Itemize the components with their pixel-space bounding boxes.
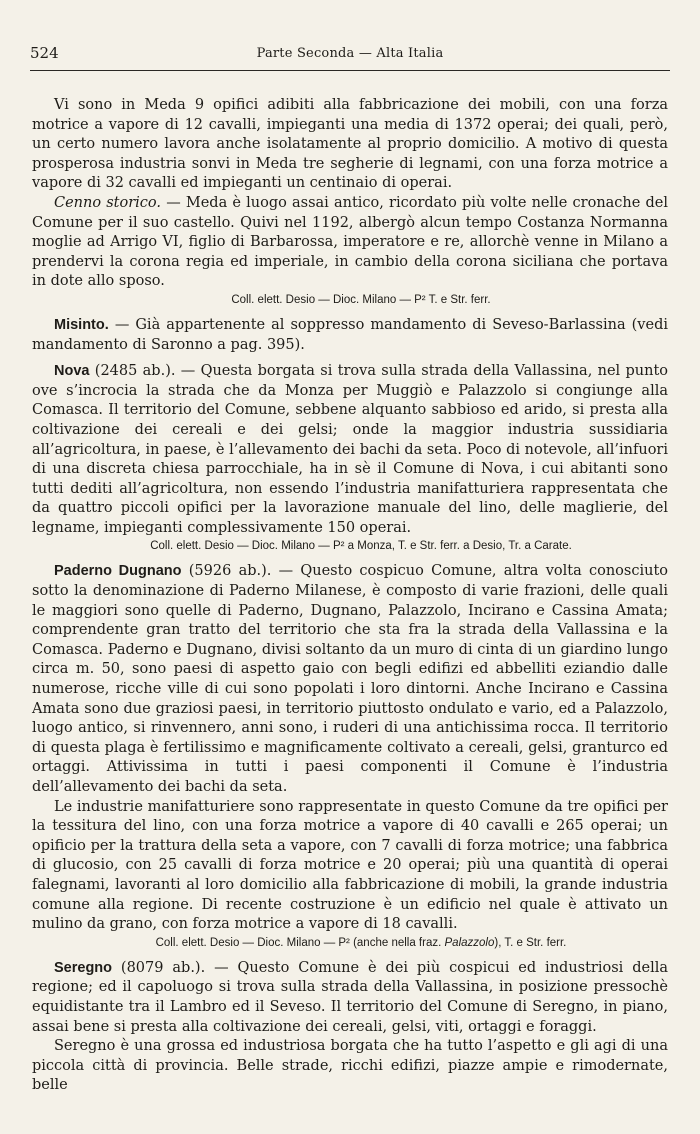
paderno-industry-paragraph: Le industrie manifatturiere sono rappresentate in questo Comune da tre opifici per la tessitura del lino, con una forza motrice a vapore di 40 cavalli e 265 operai; un opificio per la trattura della seta a vapore, con 7 cavalli di forza motrice; una fabbrica di glucosio, con 25 cavalli di forza motrice e 20 operai; più una quantità di operai falegnami, lavoranti al loro domicilio alla fabbricazione di mobili, la grande industria comune alla regione. Di recente costruzione è un edificio nel quale è attivato un mulino da grano, con forza motrice a vapore di 18 cavalli. xyxy=(32,798,668,933)
seregno-paragraph-2: Seregno è una grossa ed industriosa borgata che ha tutto l’aspetto e gli agi di una piccola città di provincia. Belle strade, ricchi edifizi, piazze ampie e rimodernate, belle xyxy=(32,1038,668,1094)
entry-misinto xyxy=(32,316,668,355)
page-number: 524 xyxy=(30,44,59,62)
place-name: Nova xyxy=(54,363,90,380)
footnote-part: Coll. elett. Desio — Dioc. Milano — P² (anche nella fraz. xyxy=(155,936,445,949)
meda-footnote: Coll. elett. Desio — Dioc. Milano — P² T. e Str. ferr. xyxy=(231,293,491,306)
meda-industry-paragraph: Vi sono in Meda 9 opifici adibiti alla fabbricazione dei mobili, con una forza motrice a vapore di 12 cavalli, impieganti una media di 1372 operai; dei quali, però, un certo numero lavora anche isolatamente al proprio domicilio. A motivo di questa prosperosa industria sonvi in Meda tre segherie di legnami, con una forza motrice a vapore di 32 cavalli ed impieganti un centinaio di operai. xyxy=(32,97,668,192)
page-body xyxy=(32,96,668,1096)
entry-seregno xyxy=(32,959,668,1037)
entry-text: (8079 ab.). — Questo Comune è dei più cospicui ed industriosi della regione; ed il capoluogo si trova sulla strada della Vallassina, in posizione pressochè equidistante tra il Lambro ed il Seveso. Il territorio del Comune di Seregno, in piano, assai bene si presta alla coltivazione dei cereali, gelsi, viti, ortaggi e foraggi. xyxy=(32,959,668,1035)
entry-text: (5926 ab.). — Questo cospicuo Comune, altra volta conosciuto sotto la denominazione di Paderno Milanese, è composto di varie frazioni, delle quali le maggiori sono quelle di Paderno, Dugnano, Palazzolo, Incirano e Cassina Amata; comprendente gran tratto del territorio che sta fra la strada della Vallassina e la Comasca. Paderno e Dugnano, divisi soltanto da un muro di cinta di un giardino lungo circa m. 50, sono paesi di aspetto gaio con begli edifizi ed abbelliti eziandio dalle numerose, ricche ville di cui sono popolati i loro dintorni. Anche Incirano e Cassina Amata sono due graziosi paesi, in territorio piuttosto ondulato e vario, ed a Palazzolo, luogo antico, si rinvennero, anni sono, i ruderi di una antichissima rocca. Il territorio di questa plaga è fertilissimo e magnificamente coltivato a cereali, gelsi, granturco ed ortaggi. Attivissima in tutti i paesi componenti il Comune è l’industria dell’allevamento dei bachi da seta. xyxy=(32,563,668,795)
header-rule xyxy=(30,70,670,71)
meda-history-paragraph xyxy=(32,194,668,292)
entry-nova xyxy=(32,362,668,538)
nova-footnote: Coll. elett. Desio — Dioc. Milano — P² a Monza, T. e Str. ferr. a Desio, Tr. a Carate. xyxy=(150,540,572,553)
entry-text: — Già appartenente al soppresso mandamento di Seveso-Barlassina (vedi mandamento di Saronno a pag. 395). xyxy=(32,316,668,353)
history-text: — Meda è luogo assai antico, ricordato più volte nelle cronache del Comune per il suo castello. Quivi nel 1192, albergò alcun tempo Costanza Normanna moglie ad Arrigo VI, figlio di Barbarossa, imperatore e re, allorchè venne in Milano a prendervi la corona regia ed imperiale, in cambio della corona siciliana che portava in dote allo sposo. xyxy=(32,194,669,290)
paderno-footnote xyxy=(32,935,668,952)
entry-paderno-dugnano xyxy=(32,562,668,797)
entry-text: (2485 ab.). — Questa borgata si trova sulla strada della Vallassina, nel punto ove s’incrocia la strada che da Monza per Muggiò e Palazzolo si congiunge alla Comasca. Il territorio del Comune, sebbene alquanto sabbioso ed arido, si presta alla coltivazione dei cereali e dei gelsi; onde la maggior industria sussidiaria all’agricoltura, in paese, è l’allevamento dei bachi da seta. Poco di notevole, all’infuori di una discreta chiesa parrocchiale, ha in sè il Comune di Nova, i cui abitanti sono tutti dediti all’agricoltura, non essendo l’industria manifatturiera rappresentata che da quattro piccoli opifici per la lavorazione manuale del lino, delle maglierie, del legname, impieganti complessivamente 150 operai. xyxy=(32,363,668,536)
history-label: Cenno storico. xyxy=(54,194,162,211)
place-name: Paderno Dugnano xyxy=(54,563,182,580)
running-title: Parte Seconda — Alta Italia xyxy=(256,46,444,61)
footnote-part: ), T. e Str. ferr. xyxy=(494,936,567,949)
place-name: Seregno xyxy=(54,959,113,976)
page-header xyxy=(30,44,670,66)
place-name: Misinto. xyxy=(54,316,109,333)
footnote-italic: Palazzolo xyxy=(444,936,495,949)
